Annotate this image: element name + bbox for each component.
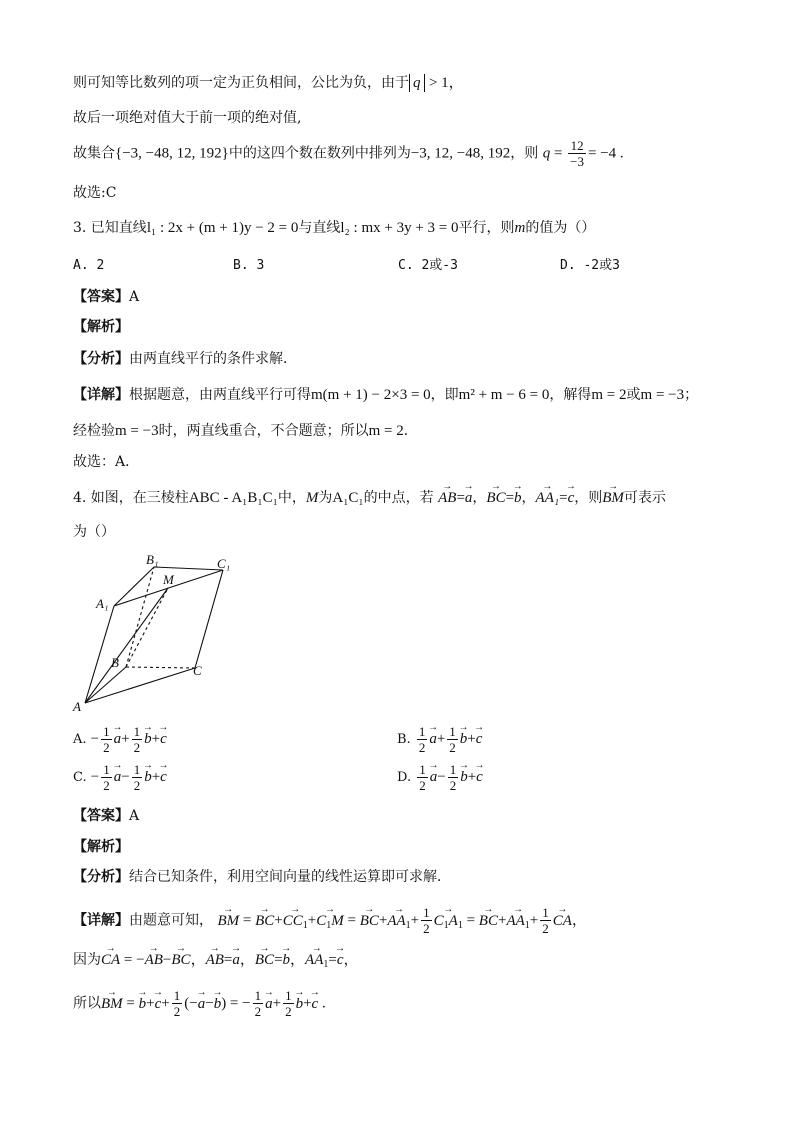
choose-line xyxy=(73,452,139,472)
sentence-text: 根据题意，由两直线平行可得 xyxy=(129,387,311,403)
edge-a-c xyxy=(85,668,195,703)
fenxi-line xyxy=(73,867,451,887)
fenxi-text: 由两直线平行的条件求解． xyxy=(129,351,297,367)
math-var-q: q xyxy=(542,145,551,162)
sentence-text: 为 xyxy=(318,490,333,506)
answer-label: 【答案】 xyxy=(73,808,129,824)
sentence-text: 与直线 xyxy=(298,220,341,236)
edge-b-c xyxy=(126,667,195,668)
math-result: = −4 . xyxy=(588,145,624,162)
option-c: C. 2或-3 xyxy=(398,258,458,273)
sentence-text: ，则 xyxy=(510,145,539,162)
math-prism: ABC - A₁B₁C₁ xyxy=(188,490,278,506)
edge-a-a1 xyxy=(85,606,114,703)
sentence-text: 的中点，若 xyxy=(363,490,434,506)
sentence-text: 4. 如图，在三棱柱 xyxy=(73,490,189,506)
vector-a: → a xyxy=(465,488,473,508)
xiangjie-line: 【详解】由题意可知， → BM = → $BC+\to CC_1+\to C_1M$ = → $BC+\to AA_1+$ $\frac{1}{2}$ → $C_1A_1$ = → $BC+\to AA_1+$ $\frac{1}{2}$ → CA， xyxy=(73,905,587,936)
answer-value: A xyxy=(129,289,140,305)
math-set: {−3, −48, 12, 192} xyxy=(115,145,229,162)
analysis-heading xyxy=(73,317,129,337)
question-3-stem xyxy=(73,218,595,238)
vector-aa1: → AA₁ xyxy=(536,488,560,508)
sentence-text: ，即 xyxy=(430,387,459,403)
sentence-text: 中的这四个数在数列中排列为 xyxy=(228,145,411,162)
sentence-text: 可表示 xyxy=(623,490,666,506)
sentence-text: 3. 已知直线 xyxy=(73,220,147,236)
math-eq: m = −3 xyxy=(115,423,159,439)
fenxi-line xyxy=(73,349,297,369)
edge-a-b xyxy=(85,667,126,703)
sentence-text: 时，两直线重合，不合题意；所以 xyxy=(158,423,369,439)
sentence-text: 中， xyxy=(277,490,306,506)
option-c: C. − $\frac{1}{2}$ → a− $\frac{1}{2}$ → b+→ c xyxy=(73,762,167,793)
vector-bm: → BM xyxy=(602,488,624,508)
sentence-text: 的值为（） xyxy=(525,220,596,236)
answer-value: A xyxy=(129,808,140,824)
sentence-text: 所以 xyxy=(73,995,101,1012)
abs-q: q xyxy=(409,74,425,92)
answer-line xyxy=(73,287,139,307)
math-line-l1: l₁ : 2x + (m + 1)y − 2 = 0 xyxy=(146,220,299,236)
math-eq: m = 2 xyxy=(368,423,404,439)
vector-bm: → BM xyxy=(217,911,239,931)
text-line-2 xyxy=(73,108,301,128)
math-segment: A₁C₁ xyxy=(332,490,364,506)
sentence-text: 由题意可知， xyxy=(129,912,213,929)
sentence-text: 则可知等比数列的项一定为正负相间，公比为负，由于 xyxy=(73,75,409,91)
text-line-1 xyxy=(73,73,464,93)
math-line-l2: l₂ : mx + 3y + 3 = 0 xyxy=(340,220,459,236)
edge-b1-c1 xyxy=(154,567,223,570)
math-eq: m = 2 xyxy=(591,387,627,403)
vector-c: → c xyxy=(568,488,575,508)
analysis-label: 【解析】 xyxy=(73,839,129,855)
xiangjie-line xyxy=(73,385,698,405)
math-eq: m(m + 1) − 2×3 = 0 xyxy=(311,387,431,403)
answer-line xyxy=(73,806,139,826)
sentence-text: ； xyxy=(684,387,699,403)
choice-statement: 故选:C xyxy=(73,185,117,201)
math-var-m: m xyxy=(514,220,526,236)
text-line-4 xyxy=(73,183,116,203)
vector-b: → b xyxy=(514,488,522,508)
analysis-label: 【解析】 xyxy=(73,319,129,335)
edge-a1-b1 xyxy=(114,567,154,606)
sentence-text: 经检验 xyxy=(73,423,115,439)
option-a: A. 2 xyxy=(73,258,105,273)
analysis-heading xyxy=(73,837,129,857)
question-4-stem: 4. 如图，在三棱柱ABC - A₁B₁C₁中，M为A₁C₁的中点，若 → AB=→ a，→ BC=→ b，→ AA₁=→ c，则→ BM可表示 xyxy=(73,488,666,508)
check-line xyxy=(73,421,418,441)
because-line: 因为→ CA = −→ AB−→ BC，→ AB=→ a，→ BC=→ b，→ $AA_1=\to c$， xyxy=(73,950,359,975)
sentence-text: 因为 xyxy=(73,952,101,968)
edge-c-c1 xyxy=(195,570,223,668)
text-line-3: 故集合{−3, −48, 12, 192}中的这四个数在数列中排列为−3, 12, −48, 192，则 q = $\frac{12}{-3}$ = −4 . xyxy=(73,138,624,169)
label-c1: C₁ xyxy=(217,556,231,571)
label-a1: A₁ xyxy=(96,596,109,611)
choice-statement: 故选：A． xyxy=(73,454,140,470)
sentence-text: 或 xyxy=(626,387,641,403)
fenxi-label: 【分析】 xyxy=(73,351,129,367)
sentence-text: 平行，则 xyxy=(458,220,515,236)
question-4-stem-cont xyxy=(73,522,115,542)
option-d: D. -2或3 xyxy=(560,258,620,273)
math-eq: m = −3 xyxy=(640,387,685,403)
sentence-text: 故后一项绝对值大于前一项的绝对值, xyxy=(73,110,302,126)
vector-bc: → BC xyxy=(486,488,505,508)
sentence-text: 故集合 xyxy=(73,145,115,162)
edge-b-b1 xyxy=(126,567,154,667)
math-var-m: M xyxy=(305,490,319,506)
option-a: A. − $\frac{1}{2}$ → a+ $\frac{1}{2}$ → b+→ c xyxy=(73,724,167,755)
xiangjie-label: 【详解】 xyxy=(73,387,129,403)
math-eq: m² + m − 6 = 0 xyxy=(458,387,550,403)
prism-figure xyxy=(72,548,242,714)
label-c: C xyxy=(193,663,202,678)
math-inequality: > 1， xyxy=(428,75,464,91)
xiangjie-label: 【详解】 xyxy=(73,912,129,929)
fenxi-text: 结合已知条件，利用空间向量的线性运算即可求解． xyxy=(129,869,451,885)
math-sequence: −3, 12, −48, 192 xyxy=(410,145,511,162)
vector-ab: → AB xyxy=(438,488,456,508)
label-b: B xyxy=(111,655,119,670)
answer-label: 【答案】 xyxy=(73,289,129,305)
so-line: 所以→ BM = → b+→ c+ $\frac{1}{2}$ (−→ a−→ b) = − $\frac{1}{2}$ → a+ $\frac{1}{2}$ → b+→ c . xyxy=(73,988,326,1019)
option-d: D. $\frac{1}{2}$ → a− $\frac{1}{2}$ → b+→ c xyxy=(397,762,483,793)
label-m: M xyxy=(163,572,174,587)
fenxi-label: 【分析】 xyxy=(73,869,129,885)
label-a: A xyxy=(73,699,81,714)
option-b: B. 3 xyxy=(233,258,265,273)
sentence-text: ． xyxy=(403,423,418,439)
option-b: B. $\frac{1}{2}$ → a+ $\frac{1}{2}$ → b+→ c xyxy=(397,724,482,755)
label-b1: B₁ xyxy=(146,552,159,567)
sentence-text: 为（） xyxy=(73,524,115,540)
fraction: $\frac{12}{-3}$ xyxy=(570,138,585,169)
sentence-text: ，解得 xyxy=(549,387,592,403)
sentence-text: ，则 xyxy=(574,490,603,506)
